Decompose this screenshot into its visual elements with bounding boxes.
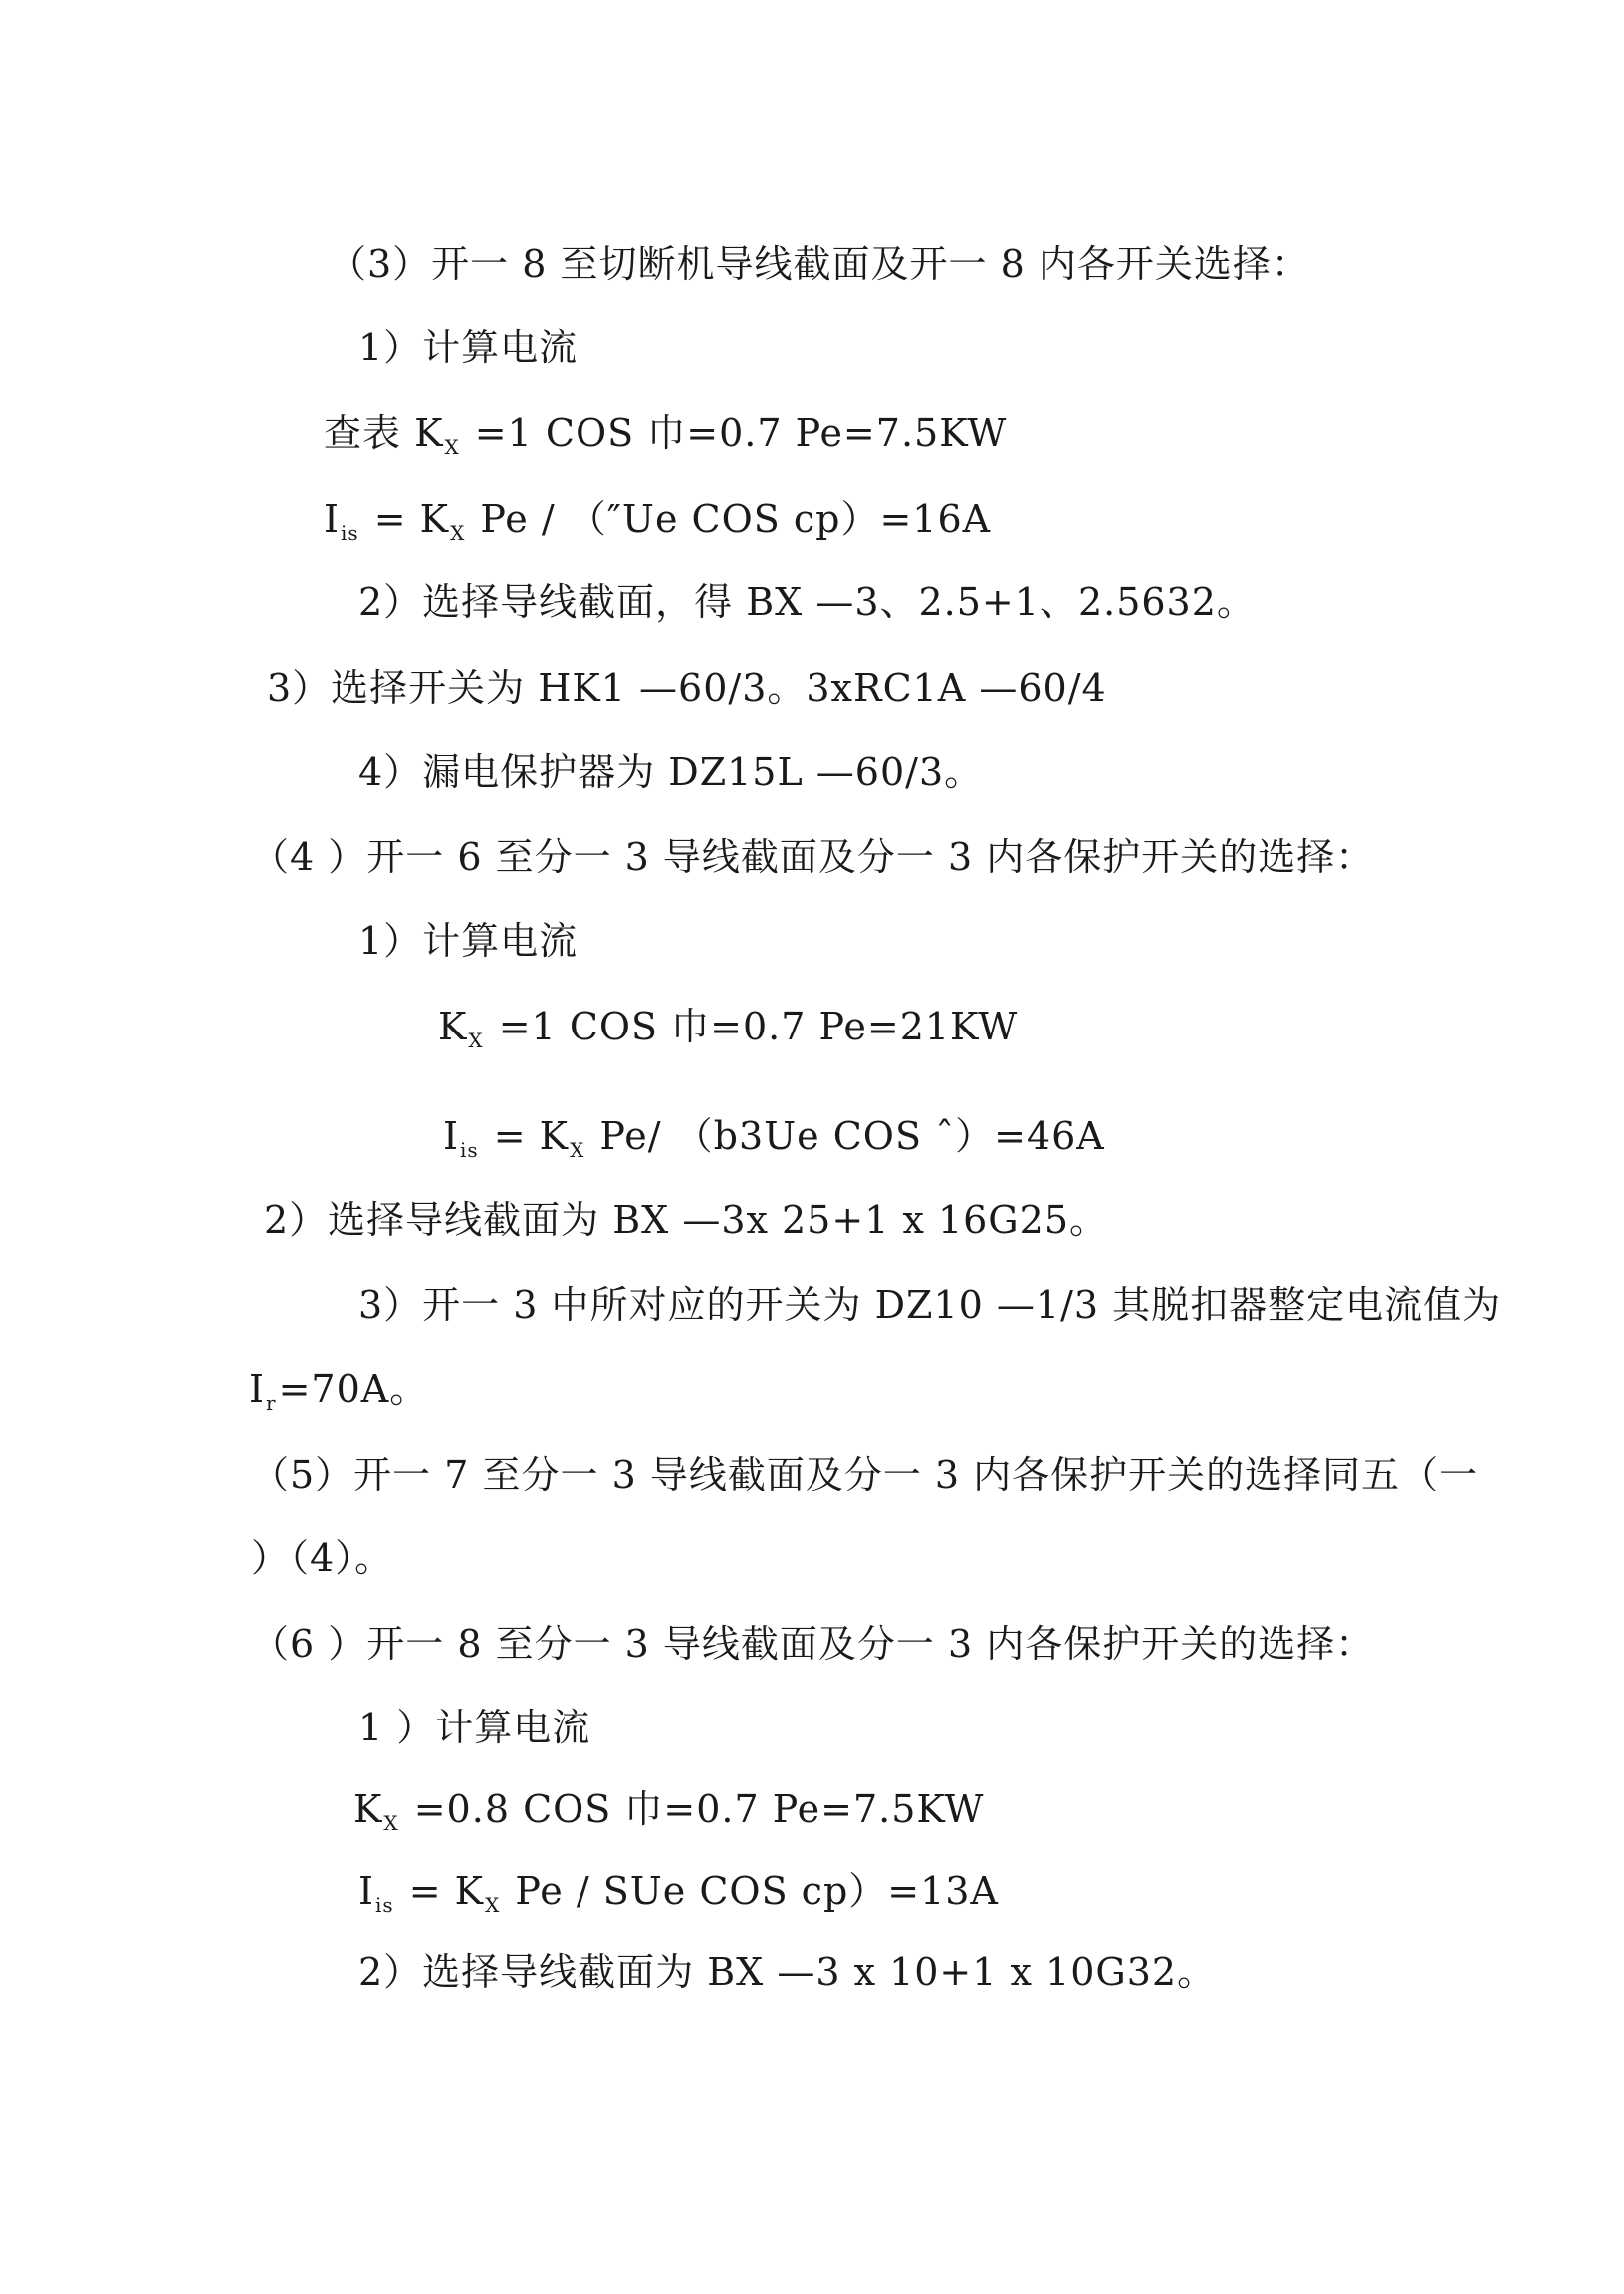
formula-coefficients — [353, 1786, 984, 1838]
paragraph-heading-6: （6 ）开一 8 至分一 3 导线截面及分一 3 内各保护开关的选择： — [251, 1622, 1375, 1666]
paragraph-heading-5: （5）开一 7 至分一 3 导线截面及分一 3 内各保护开关的选择同五（一 — [251, 1453, 1479, 1496]
subscript: is — [375, 1893, 394, 1917]
step-calc-current: 1）计算电流 — [358, 326, 579, 369]
formula-text: Pe/ （b3Ue COS ˆ）=46A — [586, 1114, 1105, 1158]
formula-text: I — [443, 1114, 460, 1158]
formula-current — [324, 496, 991, 548]
formula-text: I — [358, 1869, 375, 1913]
formula-text: I — [249, 1367, 266, 1411]
formula-text: K — [438, 1005, 468, 1048]
formula-text: = K — [360, 497, 450, 541]
formula-text: =1 COS 巾=0.7 Pe=7.5KW — [461, 411, 1008, 455]
formula-text: =70A。 — [278, 1367, 429, 1411]
formula-text: Pe / （″Ue COS cp）=16A — [467, 497, 992, 541]
formula-text: 查表 K — [324, 411, 444, 455]
formula-text: = K — [395, 1869, 485, 1913]
formula-current — [443, 1113, 1105, 1165]
subscript: X — [383, 1811, 399, 1835]
formula-current — [358, 1868, 999, 1920]
subscript: r — [266, 1391, 277, 1415]
formula-text: =0.8 COS 巾=0.7 Pe=7.5KW — [400, 1787, 985, 1831]
setting-current-value — [249, 1366, 428, 1418]
formula-text: Pe / SUe COS cp）=13A — [502, 1869, 999, 1913]
step-leakage-protector: 4）漏电保护器为 DZ15L —60/3。 — [358, 750, 984, 794]
step-calc-current: 1 ）计算电流 — [358, 1706, 591, 1749]
formula-lookup — [324, 410, 1007, 462]
step-calc-current: 1）计算电流 — [358, 919, 579, 963]
subscript: X — [450, 521, 466, 545]
step-select-wire: 2）选择导线截面为 BX —3 x 10+1 x 10G32。 — [358, 1950, 1217, 1994]
formula-coefficients — [438, 1004, 1018, 1055]
step-select-switch: 3）选择开关为 HK1 —60/3。3xRC1A —60/4 — [267, 666, 1107, 710]
subscript: is — [341, 521, 359, 545]
paragraph-heading-5-cont: ）（4）。 — [251, 1536, 394, 1580]
subscript: X — [485, 1893, 501, 1917]
formula-text: =1 COS 巾=0.7 Pe=21KW — [485, 1005, 1019, 1048]
subscript: X — [570, 1138, 585, 1162]
step-switch-setting: 3）开一 3 中所对应的开关为 DZ10 —1/3 其脱扣器整定电流值为 — [358, 1283, 1502, 1327]
step-select-wire: 2）选择导线截面，得 BX —3、2.5+1、2.5632。 — [358, 580, 1256, 624]
step-select-wire: 2）选择导线截面为 BX —3x 25+1 x 16G25。 — [264, 1198, 1109, 1242]
subscript: X — [468, 1029, 484, 1052]
paragraph-heading-3: （3）开一 8 至切断机导线截面及开一 8 内各开关选择： — [329, 242, 1310, 286]
subscript: is — [460, 1138, 479, 1162]
formula-text: = K — [480, 1114, 570, 1158]
paragraph-heading-4: （4 ）开一 6 至分一 3 导线截面及分一 3 内各保护开关的选择： — [251, 835, 1375, 879]
formula-text: I — [324, 497, 341, 541]
formula-text: K — [353, 1787, 383, 1831]
subscript: X — [444, 435, 460, 459]
